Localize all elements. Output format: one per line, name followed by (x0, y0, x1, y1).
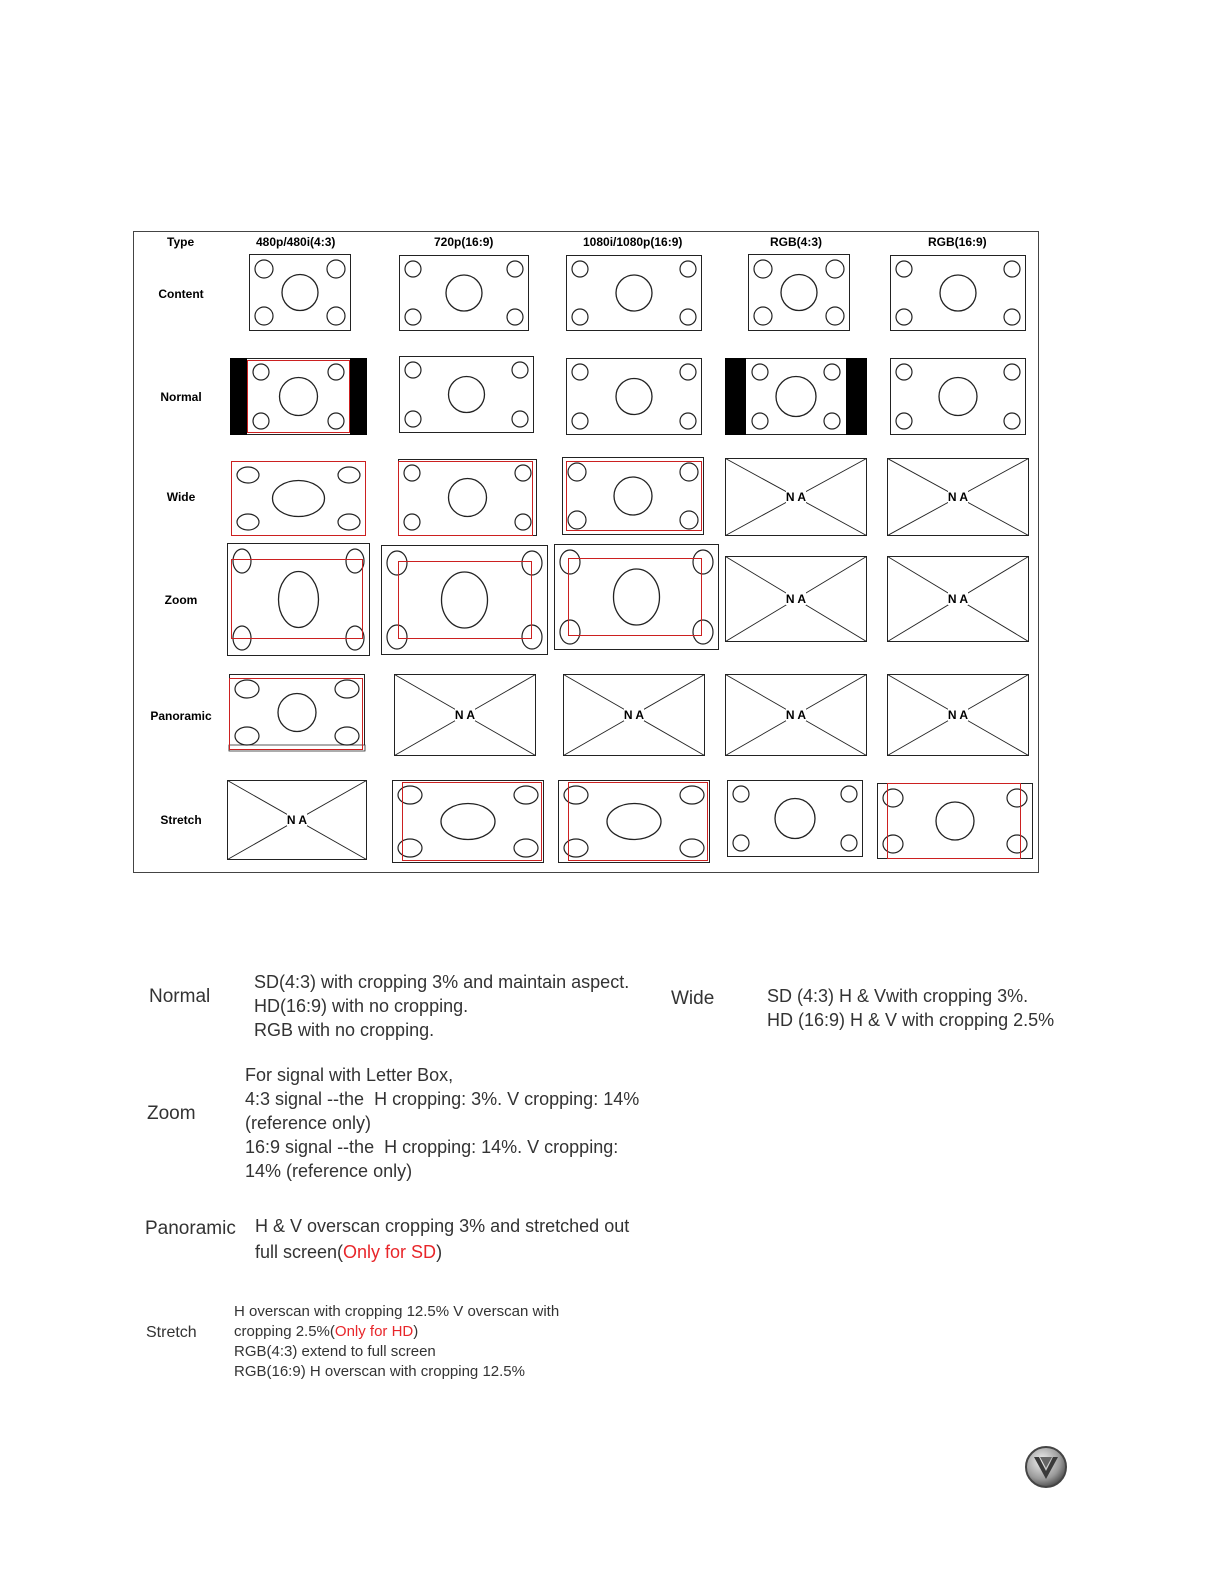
legend-normal-text: SD(4:3) with cropping 3% and maintain aspect. HD(16:9) with no cropping. RGB with no cropping. (254, 972, 630, 1040)
legend-zoom-label: Zoom (147, 1103, 196, 1124)
stretch-line2-prefix: cropping 2.5%( (234, 1323, 335, 1340)
legend-wide-label: Wide (671, 988, 715, 1009)
header-rgb43: RGB(4:3) (770, 235, 823, 249)
na-label: N A (286, 813, 308, 827)
panoramic-only-sd: Only for SD (343, 1242, 437, 1262)
cell-zoom-1080 (554, 544, 719, 650)
panoramic-line2-prefix: full screen( (255, 1242, 344, 1262)
row-label-stretch: Stretch (160, 813, 202, 827)
header-rgb169: RGB(16:9) (928, 235, 987, 249)
na-label: N A (947, 708, 969, 722)
na-label: N A (623, 708, 645, 722)
legend-zoom-text: For signal with Letter Box, 4:3 signal --the H cropping: 3%. V cropping: 14% (reference only) 16:9 signal --the H cropping: 14%. V cropping: 14% (reference only) (245, 1065, 640, 1181)
row-label-zoom: Zoom (164, 593, 198, 607)
cell-stretch-rgb169 (877, 783, 1033, 859)
cell-content-rgb43 (748, 254, 850, 331)
legend-wide-text: SD (4:3) H & Vwith cropping 3%. HD (16:9) H & V with cropping 2.5% (767, 986, 1055, 1030)
cell-normal-rgb169 (890, 358, 1026, 435)
stretch-line4: RGB(16:9) H overscan with cropping 12.5% (234, 1363, 525, 1380)
cell-zoom-480p (227, 543, 370, 656)
cell-stretch-rgb43 (727, 780, 863, 857)
header-1080: 1080i/1080p(16:9) (583, 235, 683, 249)
cell-stretch-720p (392, 780, 544, 863)
na-label: N A (785, 592, 807, 606)
cell-zoom-rgb43 (725, 556, 867, 642)
vizio-v-logo (1023, 1445, 1069, 1494)
stretch-line2-suffix: ) (413, 1323, 419, 1340)
cell-normal-720p (399, 356, 534, 433)
cell-wide-rgb169 (887, 458, 1029, 536)
legend-normal-label: Normal (149, 986, 211, 1007)
na-label: N A (785, 490, 807, 504)
panoramic-line1: H & V overscan cropping 3% and stretched out (255, 1216, 630, 1236)
cell-wide-1080 (562, 457, 704, 535)
cell-panoramic-720p (394, 674, 536, 756)
cell-zoom-720p (381, 545, 548, 655)
legend-stretch-text (234, 1302, 559, 1382)
cell-panoramic-480p (229, 674, 365, 751)
cell-stretch-1080 (558, 780, 710, 863)
cell-stretch-480p (227, 780, 367, 860)
cell-wide-480p (231, 461, 366, 536)
cell-wide-rgb43 (725, 458, 867, 536)
cell-content-1080 (566, 255, 702, 331)
legend-panoramic-label: Panoramic (145, 1218, 236, 1239)
cell-wide-720p (398, 459, 537, 536)
cell-content-480p (249, 254, 351, 331)
stretch-only-hd: Only for HD (334, 1323, 414, 1340)
na-label: N A (947, 490, 969, 504)
cell-panoramic-rgb43 (725, 674, 867, 756)
cell-normal-480p (230, 358, 367, 435)
cell-panoramic-1080 (563, 674, 705, 756)
na-label: N A (785, 708, 807, 722)
row-label-normal: Normal (160, 390, 202, 404)
header-480p: 480p/480i(4:3) (256, 235, 336, 249)
aspect-mode-table (133, 231, 1039, 873)
row-label-panoramic: Panoramic (150, 709, 212, 723)
panoramic-line2-suffix: ) (436, 1242, 443, 1262)
stretch-line1: H overscan with cropping 12.5% V overscan with (234, 1303, 560, 1320)
cell-normal-1080 (566, 358, 702, 435)
legend-stretch-label: Stretch (146, 1324, 197, 1341)
stretch-line3: RGB(4:3) extend to full screen (234, 1343, 436, 1360)
header-720p: 720p(16:9) (434, 235, 494, 249)
cell-content-720p (399, 255, 529, 331)
na-label: N A (947, 592, 969, 606)
cell-zoom-rgb169 (887, 556, 1029, 642)
row-label-content: Content (158, 287, 204, 301)
cell-normal-rgb43 (725, 358, 867, 435)
legend-panoramic-text (255, 1213, 629, 1265)
cell-content-rgb169 (890, 255, 1026, 331)
row-label-wide: Wide (166, 490, 196, 504)
na-label: N A (454, 708, 476, 722)
header-type: Type (167, 235, 195, 249)
cell-panoramic-rgb169 (887, 674, 1029, 756)
